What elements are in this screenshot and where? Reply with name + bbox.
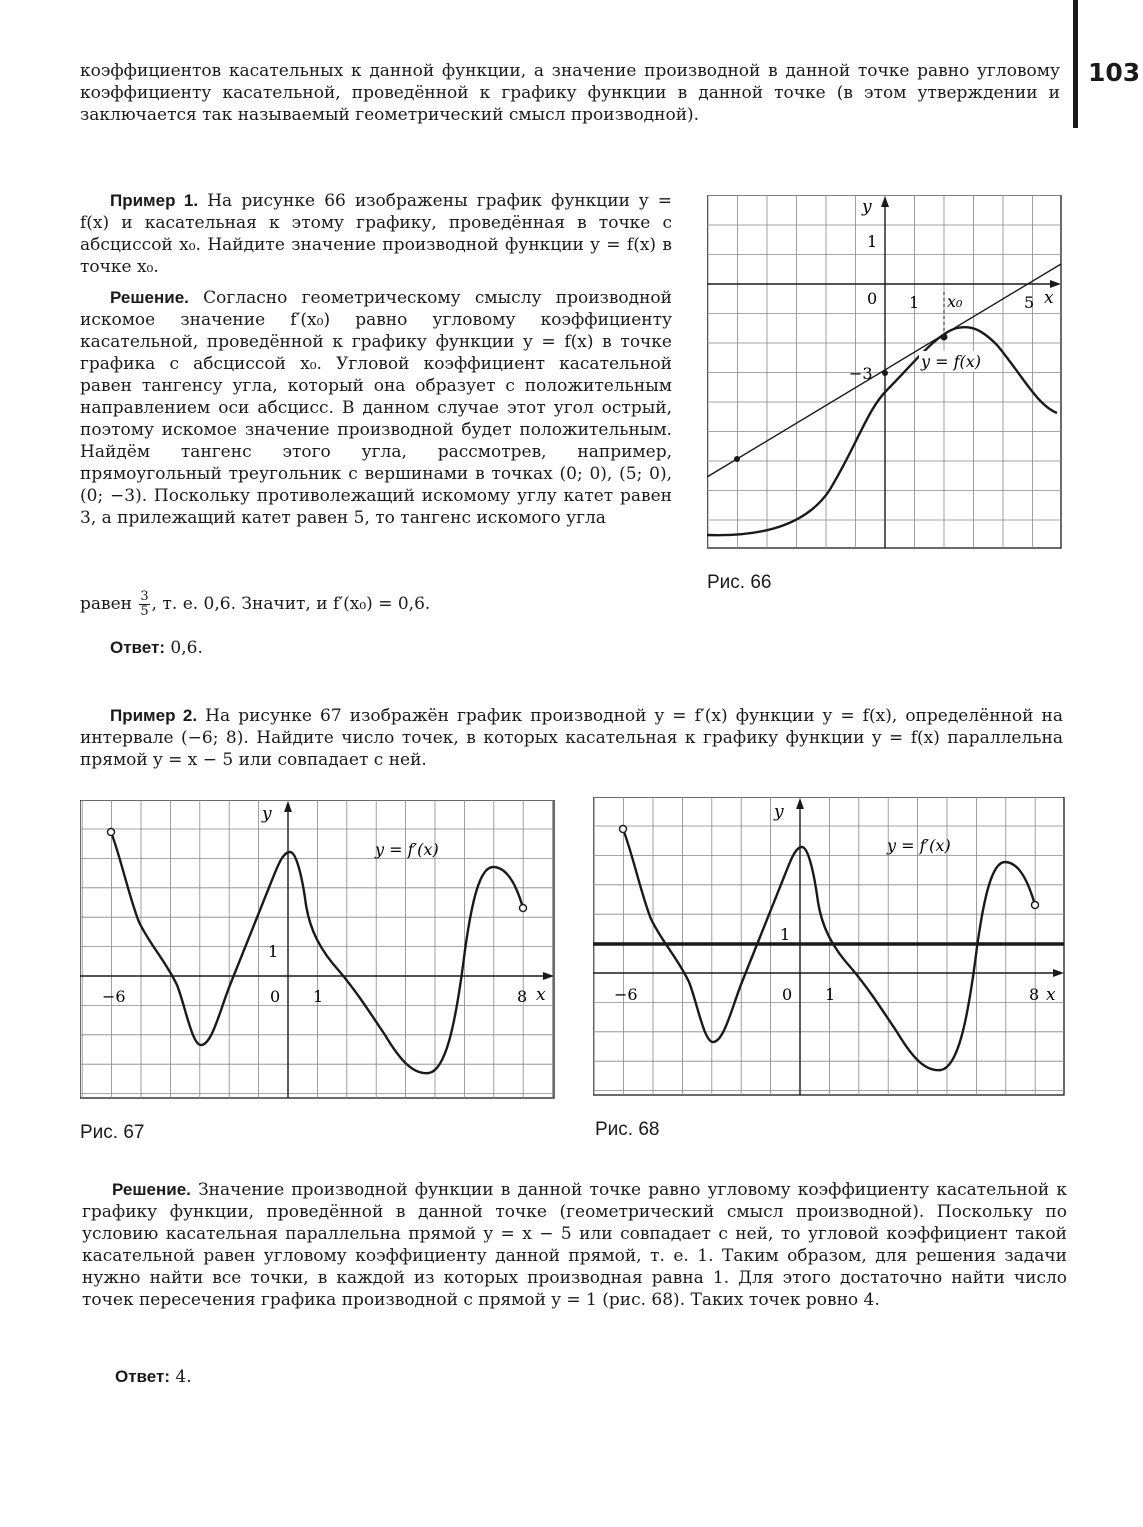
fig66-point-left xyxy=(734,456,740,462)
fig68-open-endpoint-left xyxy=(620,826,627,833)
fig67-origin-label: 0 xyxy=(270,987,281,1006)
example1-answer-label: Ответ: xyxy=(110,638,165,657)
fig67-open-endpoint-left xyxy=(108,829,115,836)
fig68-minus6-label: −6 xyxy=(614,985,638,1004)
fig68-y-arrow-icon xyxy=(796,798,804,809)
fig67-caption: Рис. 67 xyxy=(80,1122,145,1143)
example1-statement xyxy=(80,190,672,278)
fig66-y-label: y xyxy=(862,197,872,217)
fig68-x-label: x xyxy=(1046,985,1056,1005)
fig66-y-arrow-icon xyxy=(881,196,889,207)
example1-heading: Пример 1. xyxy=(110,191,199,210)
fig68-x-one-label: 1 xyxy=(825,985,836,1004)
fig66-caption: Рис. 66 xyxy=(707,572,772,593)
example2-statement xyxy=(80,705,1063,771)
fig67-eight-label: 8 xyxy=(517,987,528,1006)
fig68-x-arrow-icon xyxy=(1053,969,1064,977)
fig67-curve-label: y = f′(x) xyxy=(375,840,439,859)
fig68-open-endpoint-right xyxy=(1032,902,1039,909)
fig67-x-label: x xyxy=(536,985,546,1005)
fig68-y-one-label: 1 xyxy=(780,925,791,944)
fig66-x-one-label: 1 xyxy=(909,293,920,312)
example1-solution-label: Решение. xyxy=(110,288,189,307)
example2-text: На рисунке 67 изображён график производной y = f′(x) функции y = f(x), определённой на интервале (−6; 8). Найдите число точек, в которых касательная к графику функции y = f(x) параллельна прямой y = x − 5 или совпадает с ней. xyxy=(80,706,1063,770)
example2-solution xyxy=(82,1179,1067,1311)
fraction-denominator: 5 xyxy=(140,604,149,619)
example2-solution-label: Решение. xyxy=(112,1180,191,1199)
fraction-numerator: 3 xyxy=(140,589,149,604)
example1-answer-value: 0,6. xyxy=(170,638,203,658)
example2-heading: Пример 2. xyxy=(110,706,198,725)
figure-68 xyxy=(593,797,1066,1097)
example2-solution-text: Значение производной функции в данной точке равно угловому коэффициенту касательной к графику функции, проведённой в данной точке (геометрический смысл производной). Поскольку по условию касательная параллельна прямой y = x − 5 или совпадает с ней, то угловой коэффициент такой касательной равен угловому коэффициенту данной прямой, т. е. 1. Таким образом, для решения задачи нужно найти все точки, в каждой из которых производная равна 1. Для этого достаточно найти число точек пересечения графика производной с прямой y = 1 (рис. 68). Таких точек ровно 4. xyxy=(82,1180,1067,1310)
fig68-curve-label: y = f′(x) xyxy=(887,836,951,855)
example2-answer-label: Ответ: xyxy=(115,1367,170,1386)
fig66-curve-label: y = f(x) xyxy=(921,352,982,371)
fig66-origin-label: 0 xyxy=(867,289,878,308)
fig66-x-arrow-icon xyxy=(1050,280,1061,288)
figure-67 xyxy=(80,800,556,1100)
fig68-grid xyxy=(593,797,1064,1095)
fig66-point-y-intercept xyxy=(882,370,888,376)
fig68-eight-label: 8 xyxy=(1029,985,1040,1004)
fig68-origin-label: 0 xyxy=(782,985,793,1004)
example1-text: На рисунке 66 изображены график функции y = f(x) и касательная к этому графику, проведённая в точке с абсциссой x₀. Найдите значение производной функции y = f(x) в точке x₀. xyxy=(80,191,673,277)
fig67-y-arrow-icon xyxy=(284,801,292,812)
example1-conclusion xyxy=(80,590,680,619)
page-edge-bar xyxy=(1073,0,1078,128)
fig66-x0-label: x₀ xyxy=(947,292,963,311)
fig67-y-label: y xyxy=(262,804,272,824)
fig66-x-label: x xyxy=(1044,288,1054,308)
fig67-y-one-label: 1 xyxy=(268,942,279,961)
fig68-y-label: y xyxy=(774,802,784,822)
fig68-caption: Рис. 68 xyxy=(595,1119,660,1140)
fig67-open-endpoint-right xyxy=(520,905,527,912)
example2-answer-value: 4. xyxy=(175,1367,192,1387)
fig66-minus3-label: −3 xyxy=(849,364,873,383)
example1-solution-text: Согласно геометрическому смыслу производной искомое значение f′(x₀) равно угловому коэффициенту касательной, проведённой к графику функции y = f(x) в точке графика с абсциссой x₀. Угловой коэффициент касательной равен тангенсу угла, который она образует с положительным направлением оси абсцисс. В данном случае этот угол острый, поэтому искомое значение производной будет положительным. Найдём тангенс этого угла, рассмотрев, например, прямоугольный треугольник с вершинами в точках (0; 0), (5; 0), (0; −3). Поскольку противолежащий искомому углу катет равен 3, а прилежащий катет равен 5, то тангенс искомого угла xyxy=(80,288,672,528)
fraction-three-fifths xyxy=(139,590,149,619)
example2-answer xyxy=(115,1366,515,1388)
fig67-grid xyxy=(80,800,554,1098)
page-number: 103 xyxy=(1088,58,1141,87)
example1-solution xyxy=(80,287,672,529)
fig66-five-label: 5 xyxy=(1024,293,1035,312)
fig66-y-one-label: 1 xyxy=(867,232,878,251)
fig67-minus6-label: −6 xyxy=(102,987,126,1006)
example1-last-before: равен xyxy=(80,594,132,614)
fig67-x-one-label: 1 xyxy=(313,987,324,1006)
example1-last-after: , т. е. 0,6. Значит, и f′(x₀) = 0,6. xyxy=(151,594,431,614)
example1-answer xyxy=(110,637,510,659)
figure-66 xyxy=(707,195,1063,550)
intro-paragraph: коэффициентов касательных к данной функции, а значение производной в данной точке равно угловому коэффициенту касательной, проведённой к графику функции в данной точке (в этом утверждении и заключается так называемый геометрический смысл производной). xyxy=(80,61,1060,125)
